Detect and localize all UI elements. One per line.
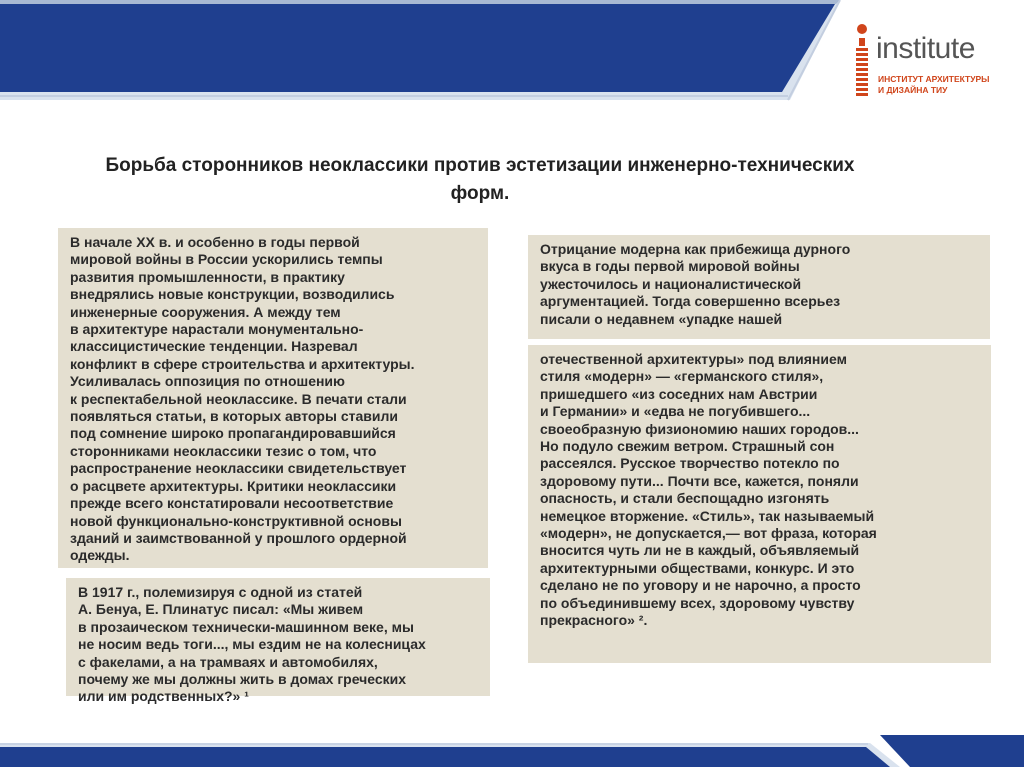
- institute-logo: [850, 22, 1020, 102]
- scan-text-right-top: Отрицание модерна как прибежища дурного вкуса в годы первой мировой войны ужесточилось и националистической аргументацией. Тогда совершенно всерьез писали о недавнем «упадке нашей: [528, 235, 990, 339]
- scan-text-left-bottom: В 1917 г., полемизируя с одной из статей А. Бенуа, Е. Плинатус писал: «Мы живем в прозаическом технически-машинном веке, мы не носим ведь тоги..., мы ездим не на колесницах с факелами, а на трамваях и автомобилях, почему же мы должны жить в домах греческих или им родственных?» ¹: [66, 578, 490, 696]
- institute-logo-icon: [850, 22, 874, 102]
- logo-subtitle: [878, 74, 1018, 96]
- logo-subtitle-line1: ИНСТИТУТ АРХИТЕКТУРЫ: [878, 74, 990, 84]
- scan-text-right-bottom: отечественной архитектуры» под влиянием стиля «модерн» — «германского стиля», пришедшего «из соседних нам Австрии и Германии» и «едва не погубившего... своеобразную физиономию наших городов... Но подуло свежим ветром. Страшный сон рассеялся. Русское творчество потекло по здоровому пути... Почти все, кажется, поняли опасность, и стали беспощадно изгонять немецкое вторжение. «Стиль», так называемый «модерн», не допускается,— вот фраза, которая вносится чуть ли не в каждый, объявляемый архитектурными обществами, конкурс. И это сделано не по уговору и не нарочно, а просто по объединившему всех, здоровому чувству прекрасного» ².: [528, 345, 991, 663]
- slide-title: Борьба сторонников неоклассики против эстетизации инженерно-технических форм.: [105, 155, 855, 204]
- logo-subtitle-line2: И ДИЗАЙНА ТИУ: [878, 85, 948, 95]
- scan-text-left-top: В начале XX в. и особенно в годы первой мировой войны в России ускорились темпы развития промышленности, в практику внедрялись новые конструкции, возводились инженерные сооружения. А между тем в архитектуре нарастали монументально- классицистические тенденции. Назревал конфликт в сфере строительства и архитектуры. Усиливалась оппозиция по отношению к респектабельной неоклассике. В печати стали появляться статьи, в которых авторы ставили под сомнение широко пропагандировавшийся сторонниками неоклассики тезис о том, что распространение неоклассики свидетельствует о расцвете архитектуры. Критики неоклассики прежде всего констатировали несоответствие новой функционально-конструктивной основы зданий и заимствованной у прошлого ордерной одежды.: [58, 228, 488, 568]
- bottom-banner: [0, 735, 1024, 767]
- logo-wordmark: institute: [876, 32, 975, 65]
- bottom-banner-graphic: [0, 735, 1024, 767]
